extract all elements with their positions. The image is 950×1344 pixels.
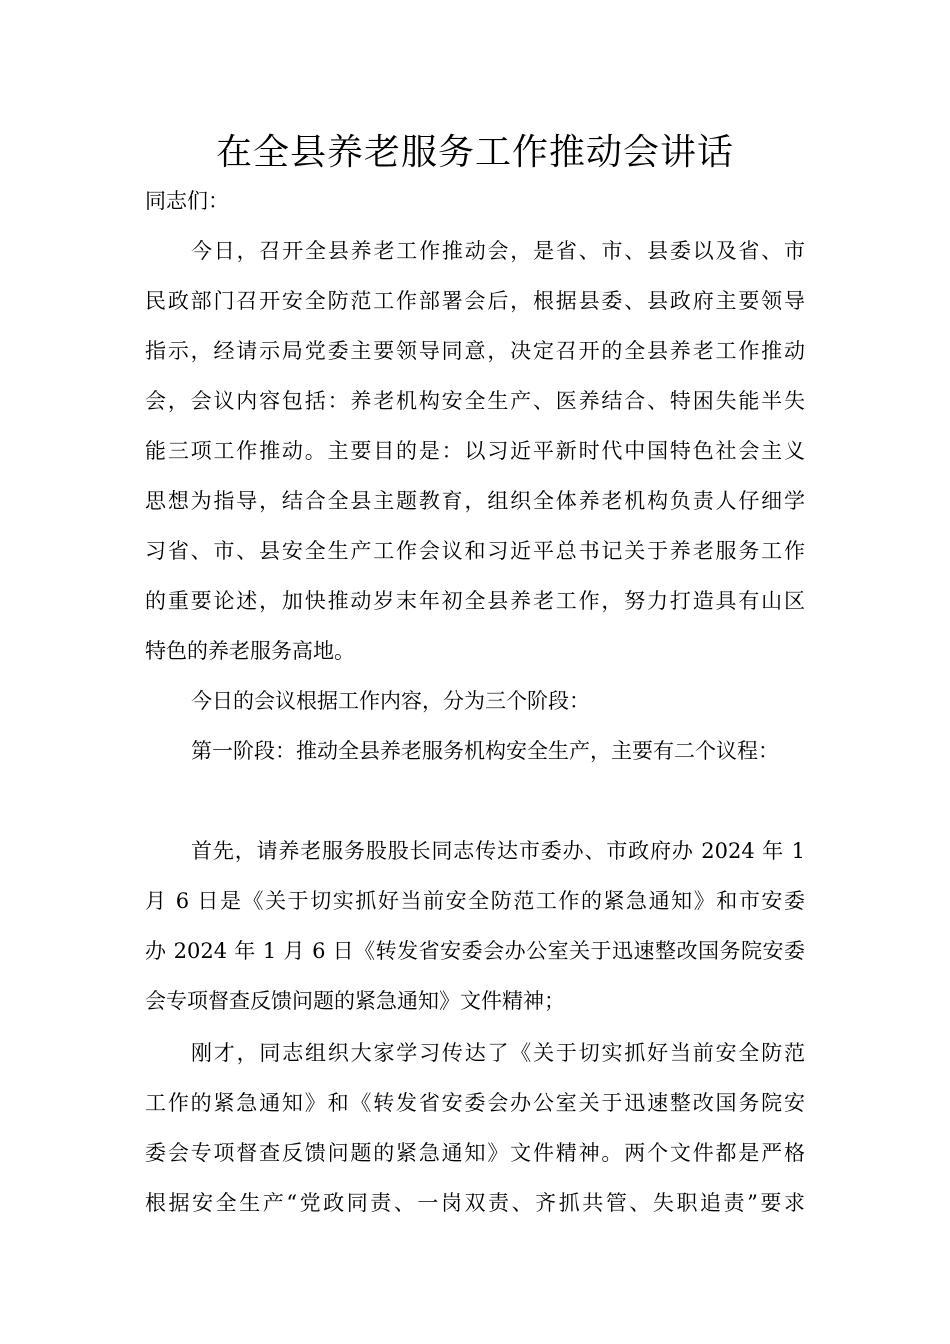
paragraph-line: 第一阶段：推动全县养老服务机构安全生产，主要有二个议程： xyxy=(191,739,779,763)
paragraph-line: 会专项督查反馈问题的紧急通知》文件精神； xyxy=(145,989,565,1013)
paragraph-line: 今日，召开全县养老工作推动会，是省、市、县委以及省、市 xyxy=(191,239,805,263)
document-title: 在全县养老服务工作推动会讲话 xyxy=(215,132,734,173)
salutation: 同志们： xyxy=(145,189,229,213)
paragraph-line: 思想为指导，结合全县主题教育，组织全体养老机构负责人仔细学 xyxy=(145,489,805,513)
paragraph-line: 首先，请养老服务股股长同志传达市委办、市政府办 2024 年 1 xyxy=(191,839,805,863)
paragraph-line: 委会专项督查反馈问题的紧急通知》文件精神。两个文件都是严格 xyxy=(145,1141,805,1165)
paragraph-line: 特色的养老服务高地。 xyxy=(145,639,355,663)
paragraph-line: 民政部门召开安全防范工作部署会后，根据县委、县政府主要领导 xyxy=(145,289,805,313)
paragraph-summary xyxy=(145,1028,805,1228)
paragraph-stage-one xyxy=(145,726,805,776)
paragraph-line: 工作的紧急通知》和《转发省安委会办公室关于迅速整改国务院安 xyxy=(145,1091,805,1115)
paragraph-first-agenda xyxy=(145,826,805,1026)
paragraph-line: 的重要论述，加快推动岁末年初全县养老工作，努力打造具有山区 xyxy=(145,589,805,613)
paragraph-line: 习省、市、县安全生产工作会议和习近平总书记关于养老服务工作 xyxy=(145,539,805,563)
paragraph-line: 会，会议内容包括：养老机构安全生产、医养结合、特困失能半失 xyxy=(145,389,805,413)
paragraph-line: 刚才，同志组织大家学习传达了《关于切实抓好当前安全防范 xyxy=(191,1041,805,1065)
paragraph-line: 办 2024 年 1 月 6 日《转发省安委会办公室关于迅速整改国务院安委 xyxy=(145,939,805,963)
paragraph-line: 能三项工作推动。主要目的是：以习近平新时代中国特色社会主义 xyxy=(145,439,805,463)
paragraph-intro xyxy=(145,226,805,676)
paragraph-stages xyxy=(145,676,805,726)
paragraph-line: 今日的会议根据工作内容，分为三个阶段： xyxy=(191,689,590,713)
paragraph-line: 根据安全生产“党政同责、一岗双责、齐抓共管、失职追责”要求 xyxy=(145,1191,805,1215)
paragraph-line: 指示，经请示局党委主要领导同意，决定召开的全县养老工作推动 xyxy=(145,339,805,363)
paragraph-line: 月 6 日是《关于切实抓好当前安全防范工作的紧急通知》和市安委 xyxy=(145,889,805,913)
